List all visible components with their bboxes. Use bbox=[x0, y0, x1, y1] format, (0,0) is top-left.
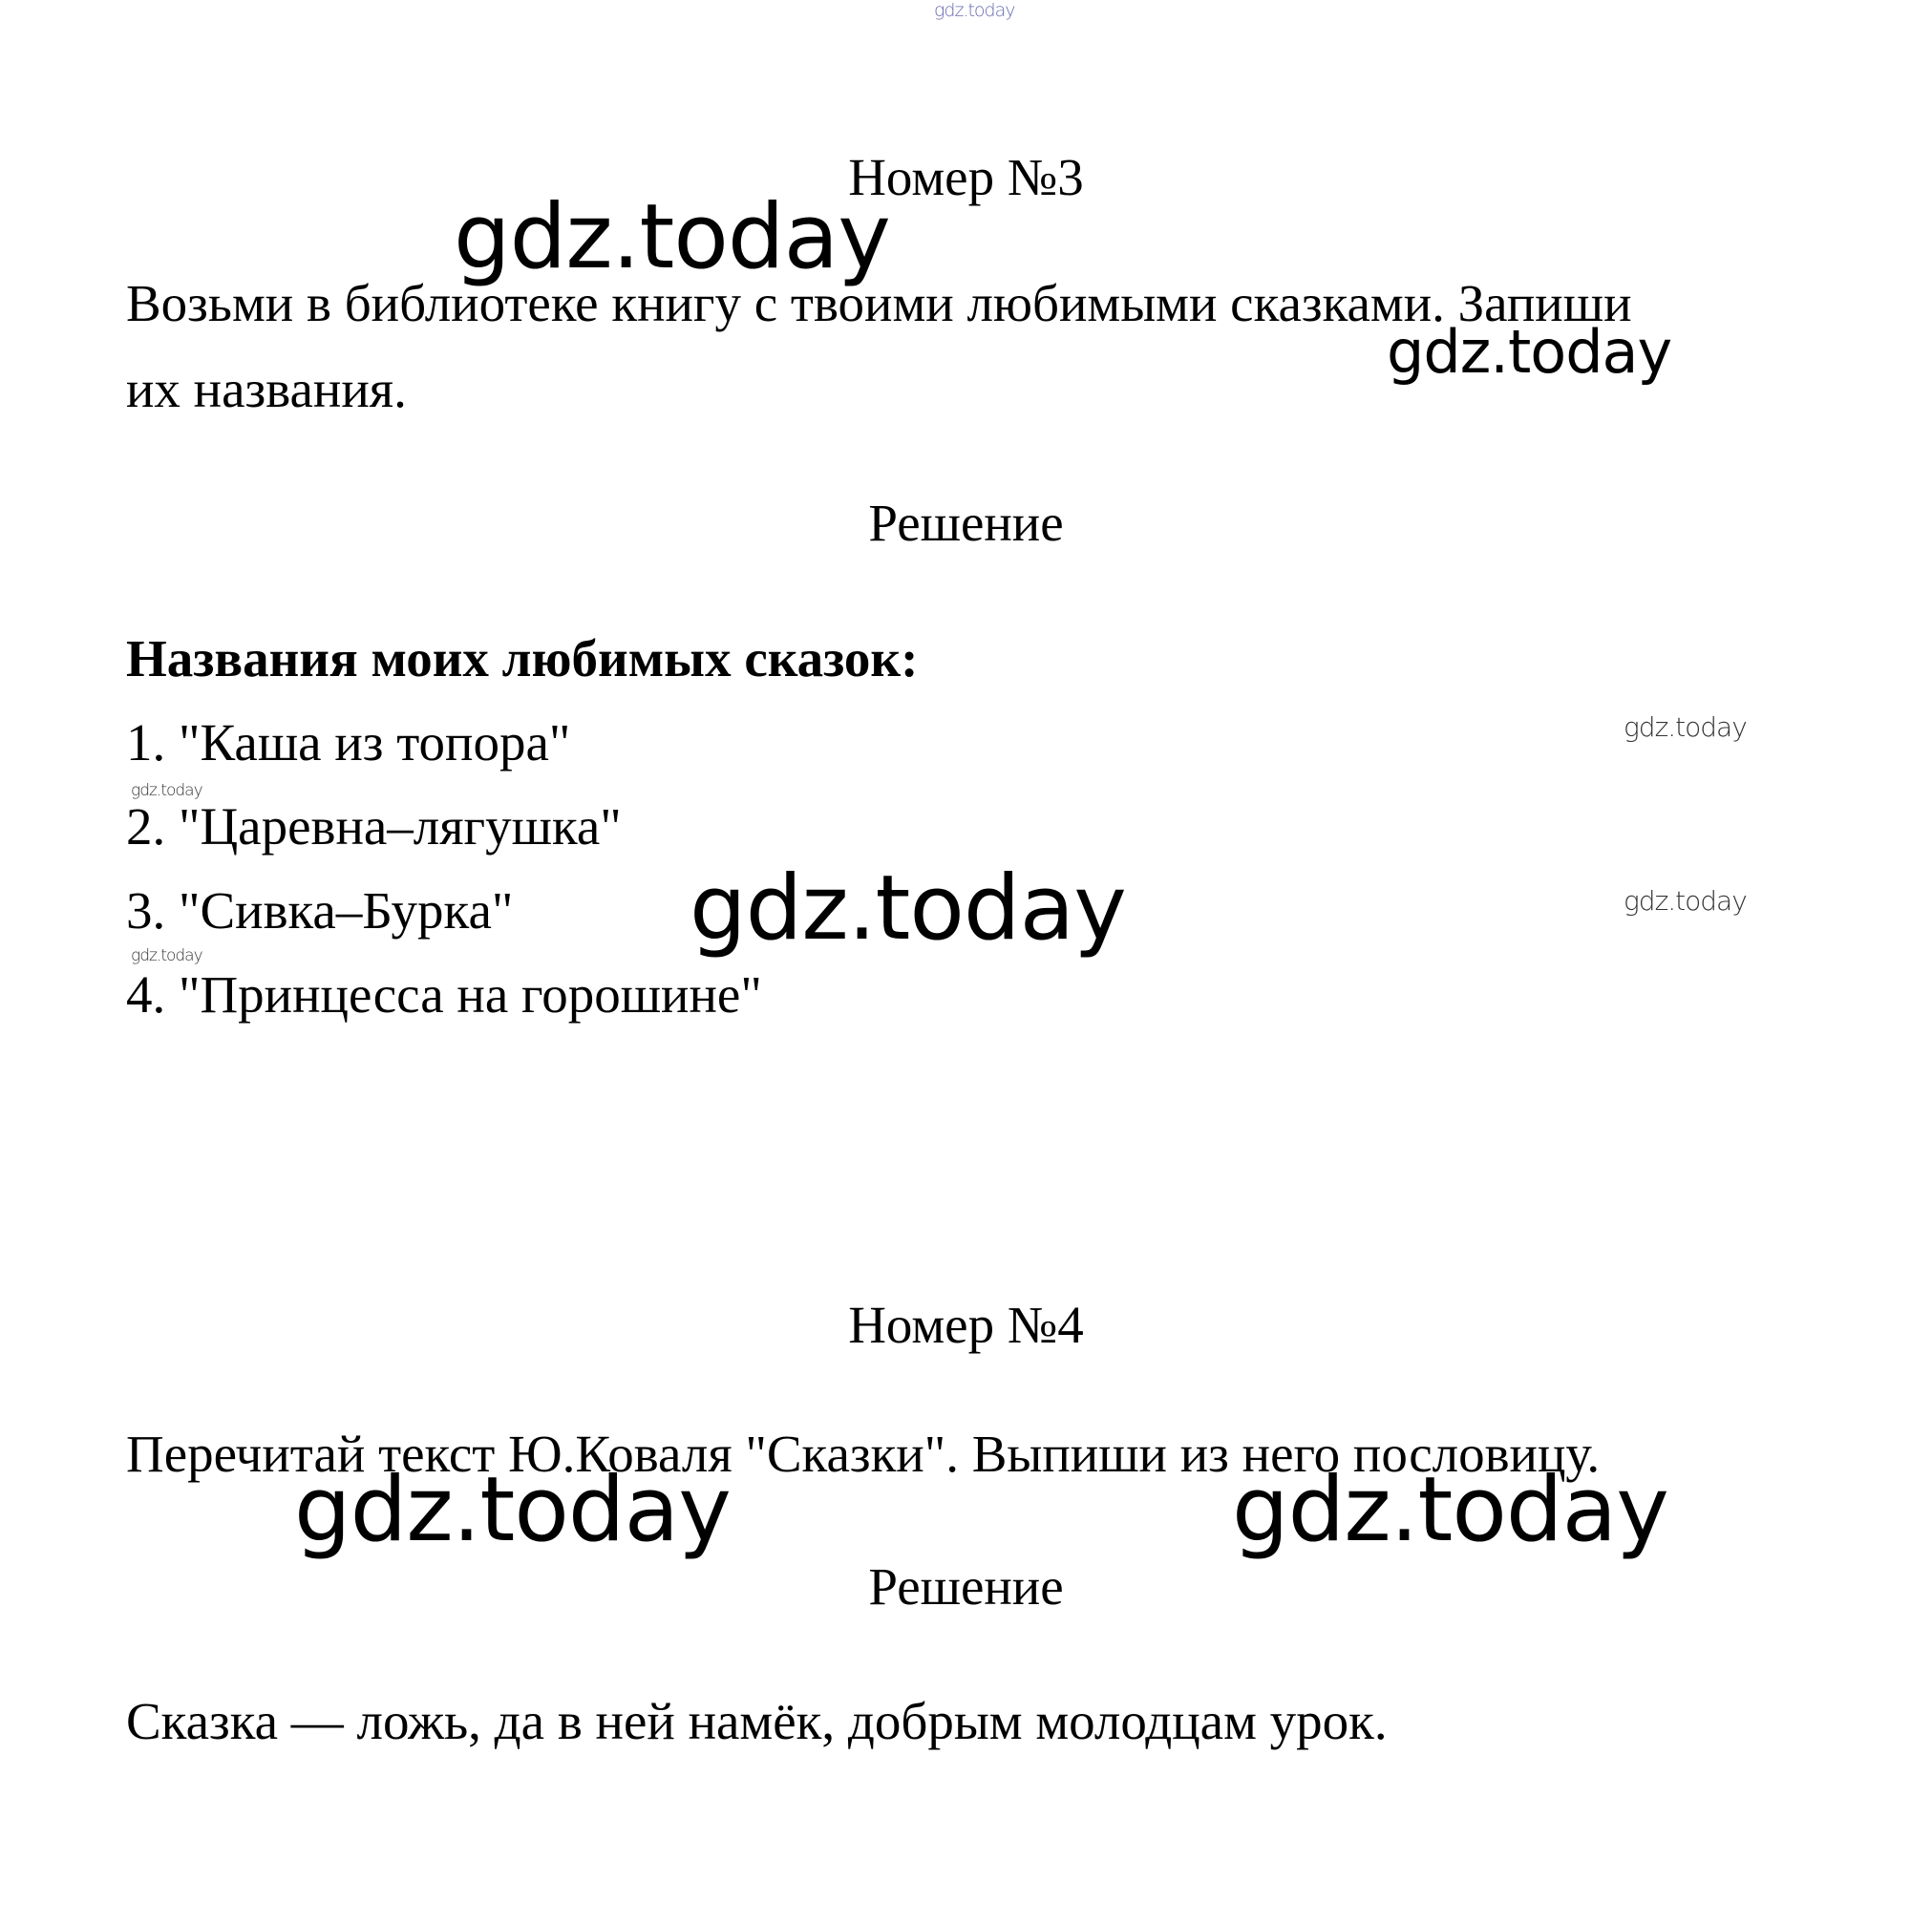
list-item-3: 3. "Сивка–Бурка" bbox=[126, 881, 514, 940]
task3-question-line2: их названия. bbox=[126, 360, 407, 418]
task4-title: Номер №4 bbox=[848, 1296, 1084, 1354]
watermark-top: gdz.today bbox=[934, 0, 1015, 21]
watermark-large-4: gdz.today bbox=[1232, 1458, 1668, 1562]
task3-solution-label: Решение bbox=[868, 494, 1064, 552]
task4-question: Перечитай текст Ю.Коваля "Сказки". Выпиши из него пословицу. bbox=[126, 1425, 1601, 1483]
task3-question-line1: Возьми в библиотеке книгу с твоими любимыми сказками. Запиши bbox=[126, 274, 1632, 332]
watermark-small-2: gdz.today bbox=[1624, 885, 1747, 917]
watermark-small-1: gdz.today bbox=[1624, 711, 1747, 743]
watermark-large-3: gdz.today bbox=[294, 1458, 731, 1562]
task4-answer: Сказка — ложь, да в ней намёк, добрым молодцам урок. bbox=[126, 1692, 1388, 1750]
list-item-4: 4. "Принцесса на горошине" bbox=[126, 965, 762, 1024]
task3-title: Номер №3 bbox=[848, 148, 1084, 206]
list-item-1: 1. "Каша из топора" bbox=[126, 713, 571, 772]
watermark-medium-1: gdz.today bbox=[1387, 317, 1672, 387]
watermark-large-1: gdz.today bbox=[454, 185, 890, 289]
watermark-large-2: gdz.today bbox=[690, 856, 1126, 961]
task4-solution-label: Решение bbox=[868, 1557, 1064, 1616]
watermark-tiny-1: gdz.today bbox=[131, 781, 202, 800]
list-item-2: 2. "Царевна–лягушка" bbox=[126, 797, 622, 856]
task3-list-heading: Названия моих любимых сказок: bbox=[126, 629, 919, 687]
watermark-tiny-2: gdz.today bbox=[131, 946, 202, 965]
